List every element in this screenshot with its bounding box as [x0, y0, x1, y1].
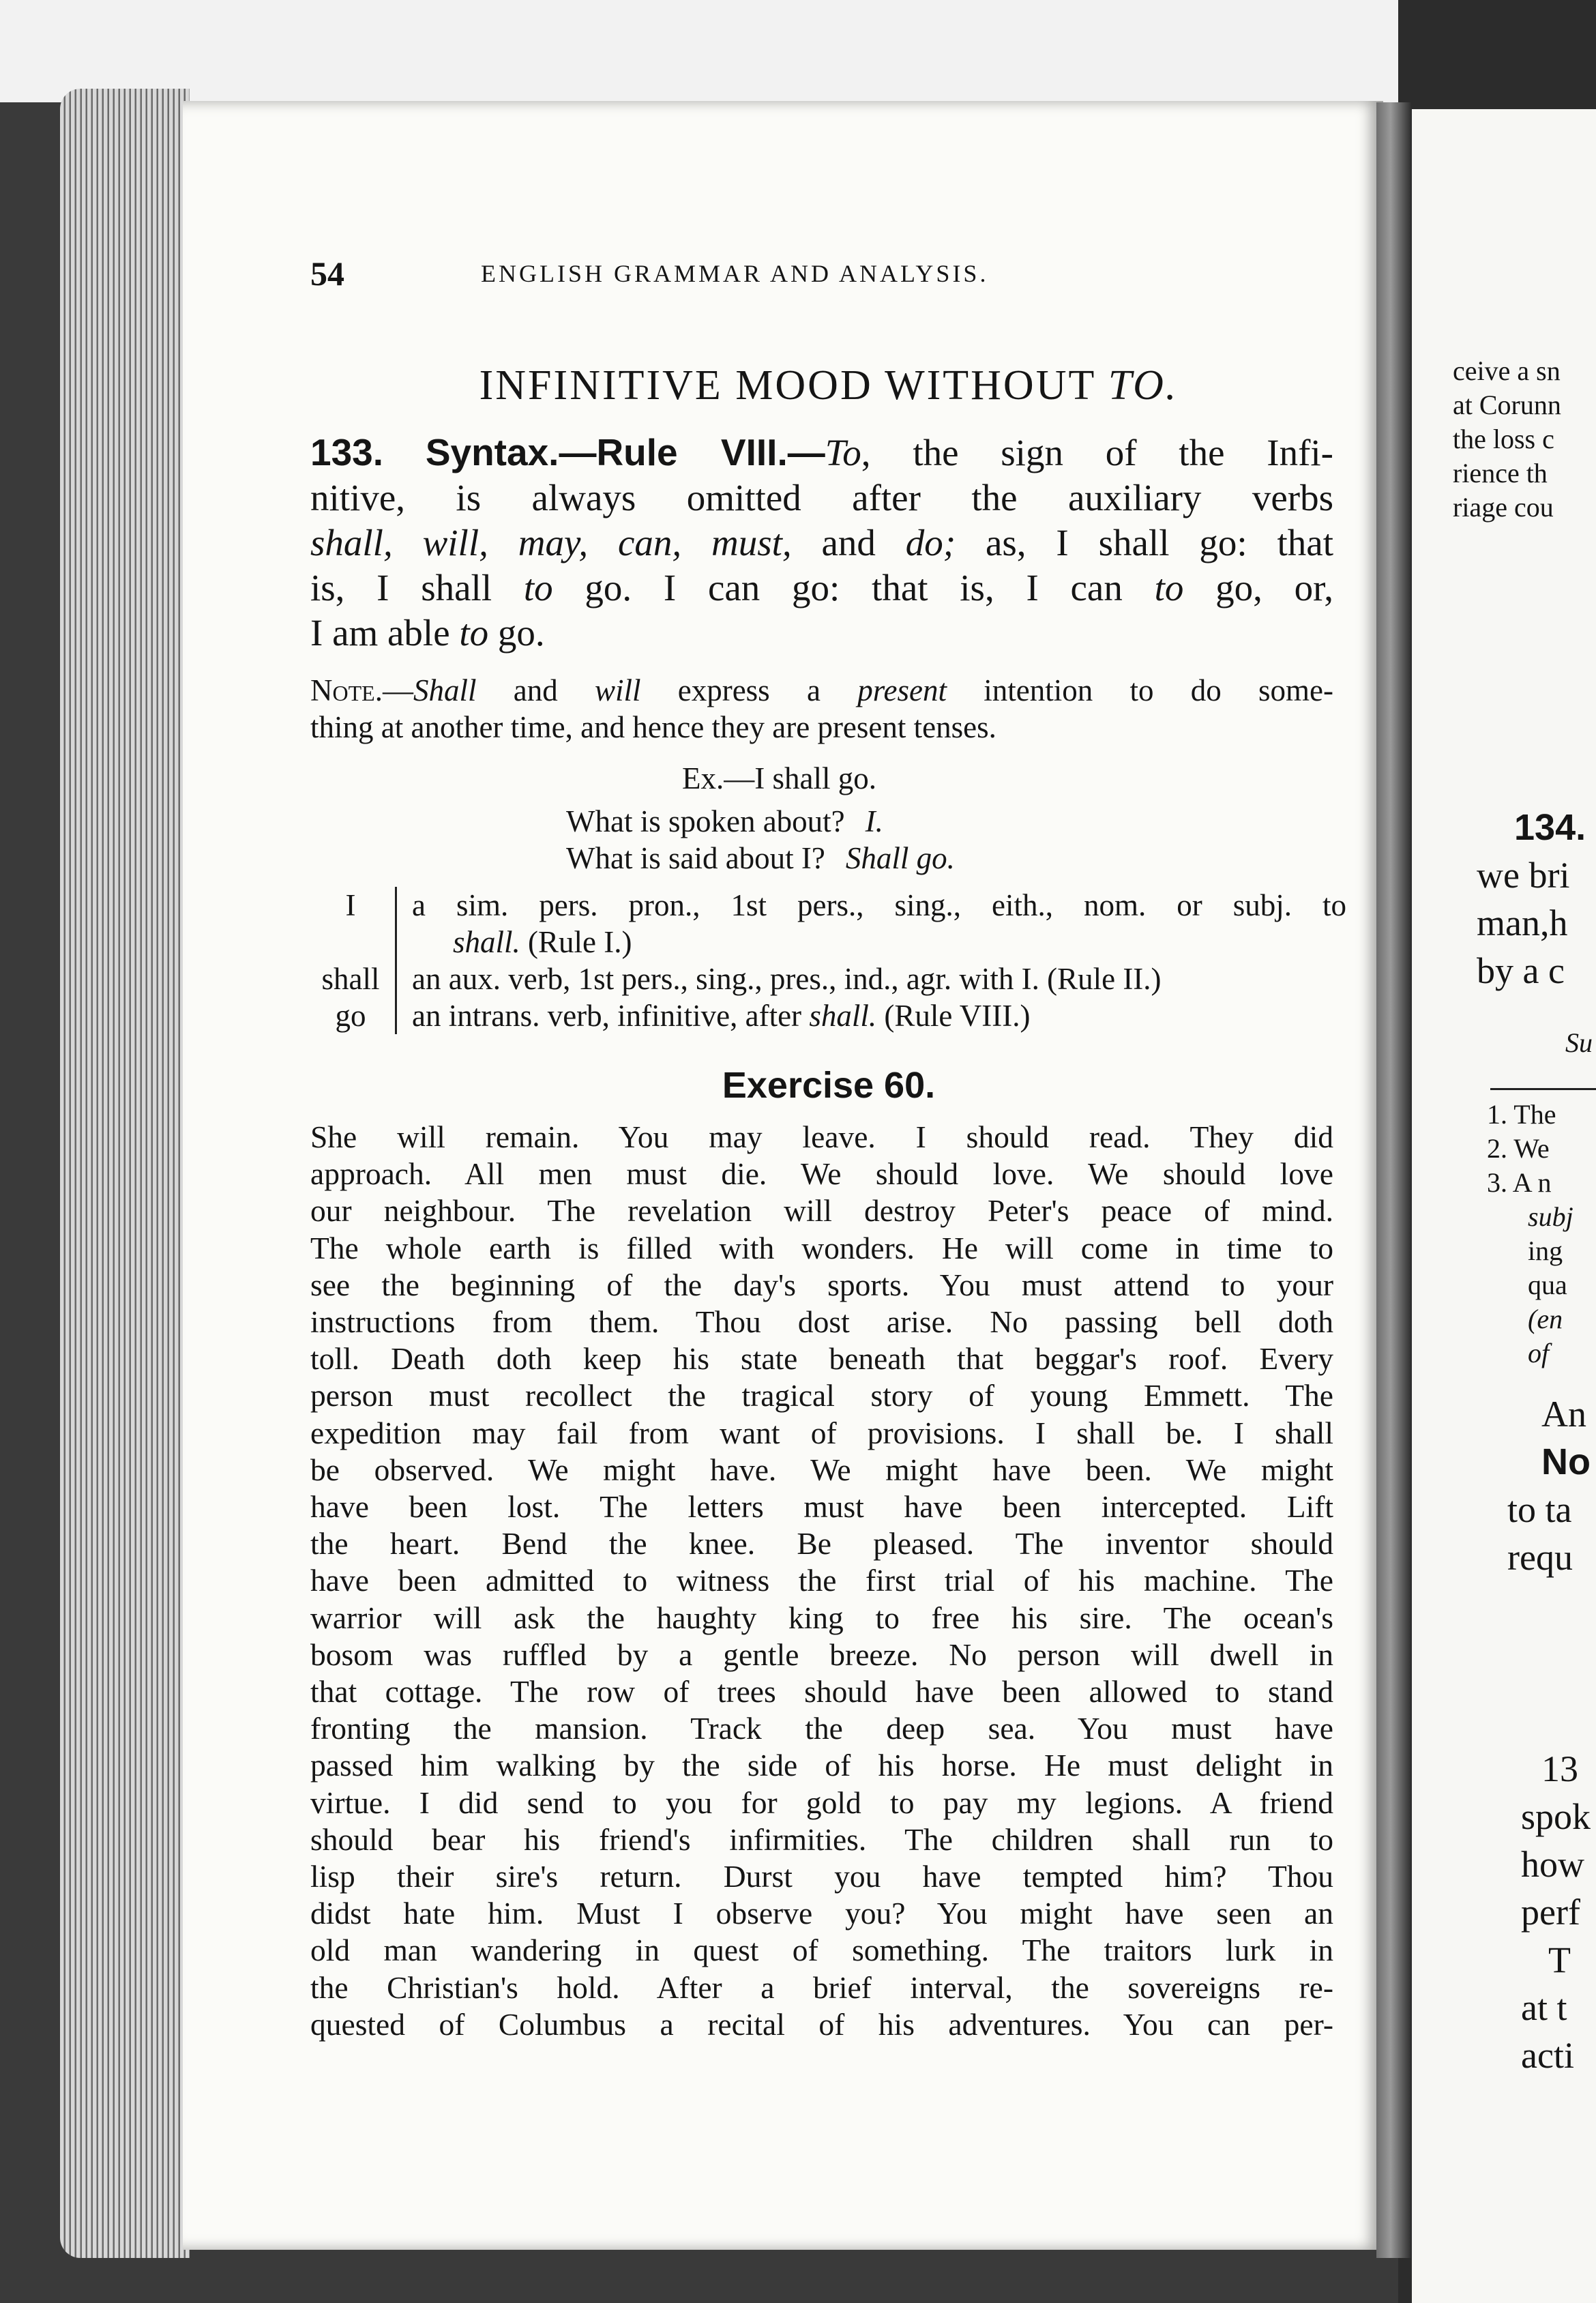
exercise-line: that cottage. The row of trees should have been allowed to stand	[310, 1674, 1333, 1710]
adjacent-line: man,h	[1477, 903, 1568, 943]
exercise-heading: Exercise 60.	[722, 1065, 936, 1106]
adjacent-line: 3. A n	[1487, 1167, 1552, 1198]
exercise-line: expedition may fail from want of provisions. I shall be. I shall	[310, 1415, 1333, 1450]
exercise-line: virtue. I did send to you for gold to pay my legions. A friend	[310, 1785, 1333, 1820]
section-title	[310, 362, 1347, 410]
adjacent-line: to ta	[1507, 1489, 1572, 1530]
exercise-line: fronting the mansion. Track the deep sea. You must have	[310, 1711, 1333, 1746]
exercise-line: The whole earth is filled with wonders. He will come in time to	[310, 1230, 1333, 1265]
rule-line-5-to: to	[459, 612, 489, 654]
rule-line-1-text: , the sign of the Infi-	[861, 432, 1333, 473]
adjacent-rule	[1490, 1088, 1596, 1090]
adjacent-line: we bri	[1477, 855, 1570, 896]
adjacent-line: ing	[1528, 1235, 1563, 1266]
parsing-row	[310, 887, 1347, 960]
rule-line-1	[310, 430, 1333, 475]
rule-verbs: shall, will, may, can, must,	[310, 522, 792, 563]
exercise-line: have been admitted to witness the first trial of his machine. The	[310, 1563, 1333, 1598]
note-dash: —	[382, 673, 413, 707]
parsing-desc-text: an intrans. verb, infinitive, after	[412, 999, 810, 1033]
rule-to: To	[825, 432, 861, 473]
adjacent-line: No	[1541, 1441, 1591, 1482]
exercise-line: She will remain. You may leave. I should read. They did	[310, 1119, 1333, 1154]
parsing-table	[310, 887, 1347, 1034]
example-a2: Shall go.	[845, 841, 955, 875]
section-title-italic: TO.	[1108, 362, 1179, 409]
rule-do: do;	[905, 522, 956, 563]
note-line-1	[310, 672, 1333, 709]
parsing-desc-rule: (Rule I.)	[520, 925, 632, 959]
adjacent-line: ceive a sn	[1453, 355, 1561, 386]
note-text-3: intention to do some-	[947, 673, 1333, 707]
exercise-line: didst hate him. Must I observe you? You might have seen an	[310, 1896, 1333, 1931]
rule-and: and	[791, 522, 906, 563]
rule-line-4	[310, 566, 1333, 611]
exercise-line: instructions from them. Thou dost arise. No passing bell doth	[310, 1304, 1333, 1340]
book-page-edges	[60, 89, 190, 2258]
rule-line-4-c: go, or,	[1183, 567, 1333, 608]
adjacent-line: T	[1548, 1939, 1571, 1980]
exercise-line: lisp their sire's return. Durst you have tempted him? Thou	[310, 1859, 1333, 1894]
note-present: present	[857, 673, 947, 707]
example-q2-text: What is said about I?	[566, 841, 825, 875]
adjacent-line: (en	[1528, 1304, 1563, 1334]
adjacent-line: by a c	[1477, 950, 1565, 991]
running-title: ENGLISH GRAMMAR AND ANALYSIS.	[481, 260, 989, 287]
section-title-main: INFINITIVE MOOD WITHOUT	[479, 362, 1108, 409]
parsing-desc-italic: shall.	[809, 999, 877, 1033]
exercise-line: warrior will ask the haughty king to free his sire. The ocean's	[310, 1600, 1333, 1635]
adjacent-line: An	[1541, 1394, 1586, 1435]
adjacent-line: subj	[1528, 1201, 1573, 1232]
exercise-body	[310, 1119, 1333, 2043]
note-and: and	[476, 673, 595, 707]
example-heading: Ex.—I shall go.	[682, 761, 876, 795]
note-paragraph	[310, 672, 1333, 746]
page-number: 54	[310, 254, 344, 293]
adjacent-line: of	[1528, 1338, 1550, 1368]
book-gutter	[1376, 102, 1412, 2258]
exercise-line: our neighbour. The revelation will destroy Peter's peace of mind.	[310, 1193, 1333, 1229]
note-shall: Shall	[413, 673, 477, 707]
rule-line-2: nitive, is always omitted after the auxiliary verbs	[310, 477, 1333, 518]
parsing-row	[310, 960, 1347, 997]
parsing-word: go	[310, 997, 397, 1034]
adjacent-line: Su	[1565, 1027, 1593, 1058]
parsing-word: shall	[310, 960, 397, 997]
rule-line-4-to-1: to	[523, 567, 553, 608]
exercise-line: old man wandering in quest of something. The traitors lurk in	[310, 1933, 1333, 1968]
rule-lead: Syntax.—Rule VIII.—	[425, 431, 825, 473]
parsing-desc-rule: (Rule VIII.)	[876, 999, 1031, 1033]
rule-line-4-b: go. I can go: that is, I can	[552, 567, 1155, 608]
running-head	[310, 254, 1347, 295]
example-q1-text: What is spoken about?	[566, 804, 845, 838]
adjacent-line: at t	[1521, 1987, 1567, 2028]
adjacent-line: riage cou	[1453, 492, 1554, 523]
parsing-description: an aux. verb, 1st pers., sing., pres., ind., agr. with I. (Rule II.)	[412, 962, 1162, 996]
example-question-1	[566, 804, 883, 839]
exercise-line: the heart. Bend the knee. Be pleased. The inventor should	[310, 1526, 1333, 1561]
parsing-description	[397, 997, 1346, 1034]
rule-line-5-a: I am able	[310, 612, 460, 654]
adjacent-page	[1412, 109, 1596, 2303]
adjacent-line: spok	[1521, 1796, 1591, 1837]
adjacent-line: 2. We	[1487, 1133, 1550, 1164]
note-will: will	[594, 673, 641, 707]
parsing-description	[397, 887, 1346, 960]
exercise-line: passed him walking by the side of his horse. He must delight in	[310, 1748, 1333, 1783]
exercise-line: quested of Columbus a recital of his adventures. You can per-	[310, 2006, 1333, 2042]
rule-line-4-to-2: to	[1154, 567, 1184, 608]
note-line-2: thing at another time, and hence they are present tenses.	[310, 710, 996, 744]
exercise-line: have been lost. The letters must have been intercepted. Lift	[310, 1489, 1333, 1525]
parsing-desc-italic: shall.	[453, 925, 520, 959]
rule-line-3	[310, 520, 1333, 566]
rule-paragraph	[310, 430, 1333, 656]
exercise-line: see the beginning of the day's sports. You must attend to your	[310, 1267, 1333, 1302]
exercise-line: person must recollect the tragical story of young Emmett. The	[310, 1378, 1333, 1413]
adjacent-line: 13	[1541, 1748, 1578, 1789]
exercise-line: bosom was ruffled by a gentle breeze. No person will dwell in	[310, 1637, 1333, 1672]
rule-line-4-a: is, I shall	[310, 567, 524, 608]
parsing-desc-line-2	[412, 924, 1346, 960]
parsing-desc-line: a sim. pers. pron., 1st pers., sing., eith., nom. or subj. to	[412, 888, 1346, 922]
rule-number: 133.	[310, 431, 384, 473]
adjacent-line: rience th	[1453, 458, 1548, 488]
scan-background	[0, 0, 1596, 102]
adjacent-line: 1. The	[1487, 1099, 1556, 1130]
adjacent-line: 134.	[1514, 807, 1586, 848]
parsing-row	[310, 997, 1347, 1034]
parsing-word: I	[310, 887, 397, 960]
adjacent-line: acti	[1521, 2035, 1574, 2076]
exercise-line: the Christian's hold. After a brief interval, the sovereigns re-	[310, 1969, 1333, 2005]
example-question-2	[566, 840, 955, 876]
exercise-line: should bear his friend's infirmities. The children shall run to	[310, 1821, 1333, 1857]
example-a1: I.	[865, 804, 883, 838]
rule-line-3-tail: as, I shall go: that	[956, 522, 1333, 563]
adjacent-line: at Corunn	[1453, 390, 1561, 420]
exercise-line: toll. Death doth keep his state beneath that beggar's roof. Every	[310, 1341, 1333, 1377]
note-label: Note.	[310, 673, 383, 707]
adjacent-line: how	[1521, 1844, 1584, 1885]
adjacent-line: qua	[1528, 1270, 1567, 1300]
exercise-line: approach. All men must die. We should love. We should love	[310, 1156, 1333, 1192]
adjacent-line: perf	[1521, 1892, 1580, 1933]
note-text-2: express a	[640, 673, 858, 707]
adjacent-line: requ	[1507, 1537, 1573, 1578]
rule-line-5	[310, 611, 1333, 656]
adjacent-line: the loss c	[1453, 424, 1554, 454]
exercise-line: be observed. We might have. We might have been. We might	[310, 1452, 1333, 1487]
rule-line-5-b: go.	[488, 612, 545, 654]
